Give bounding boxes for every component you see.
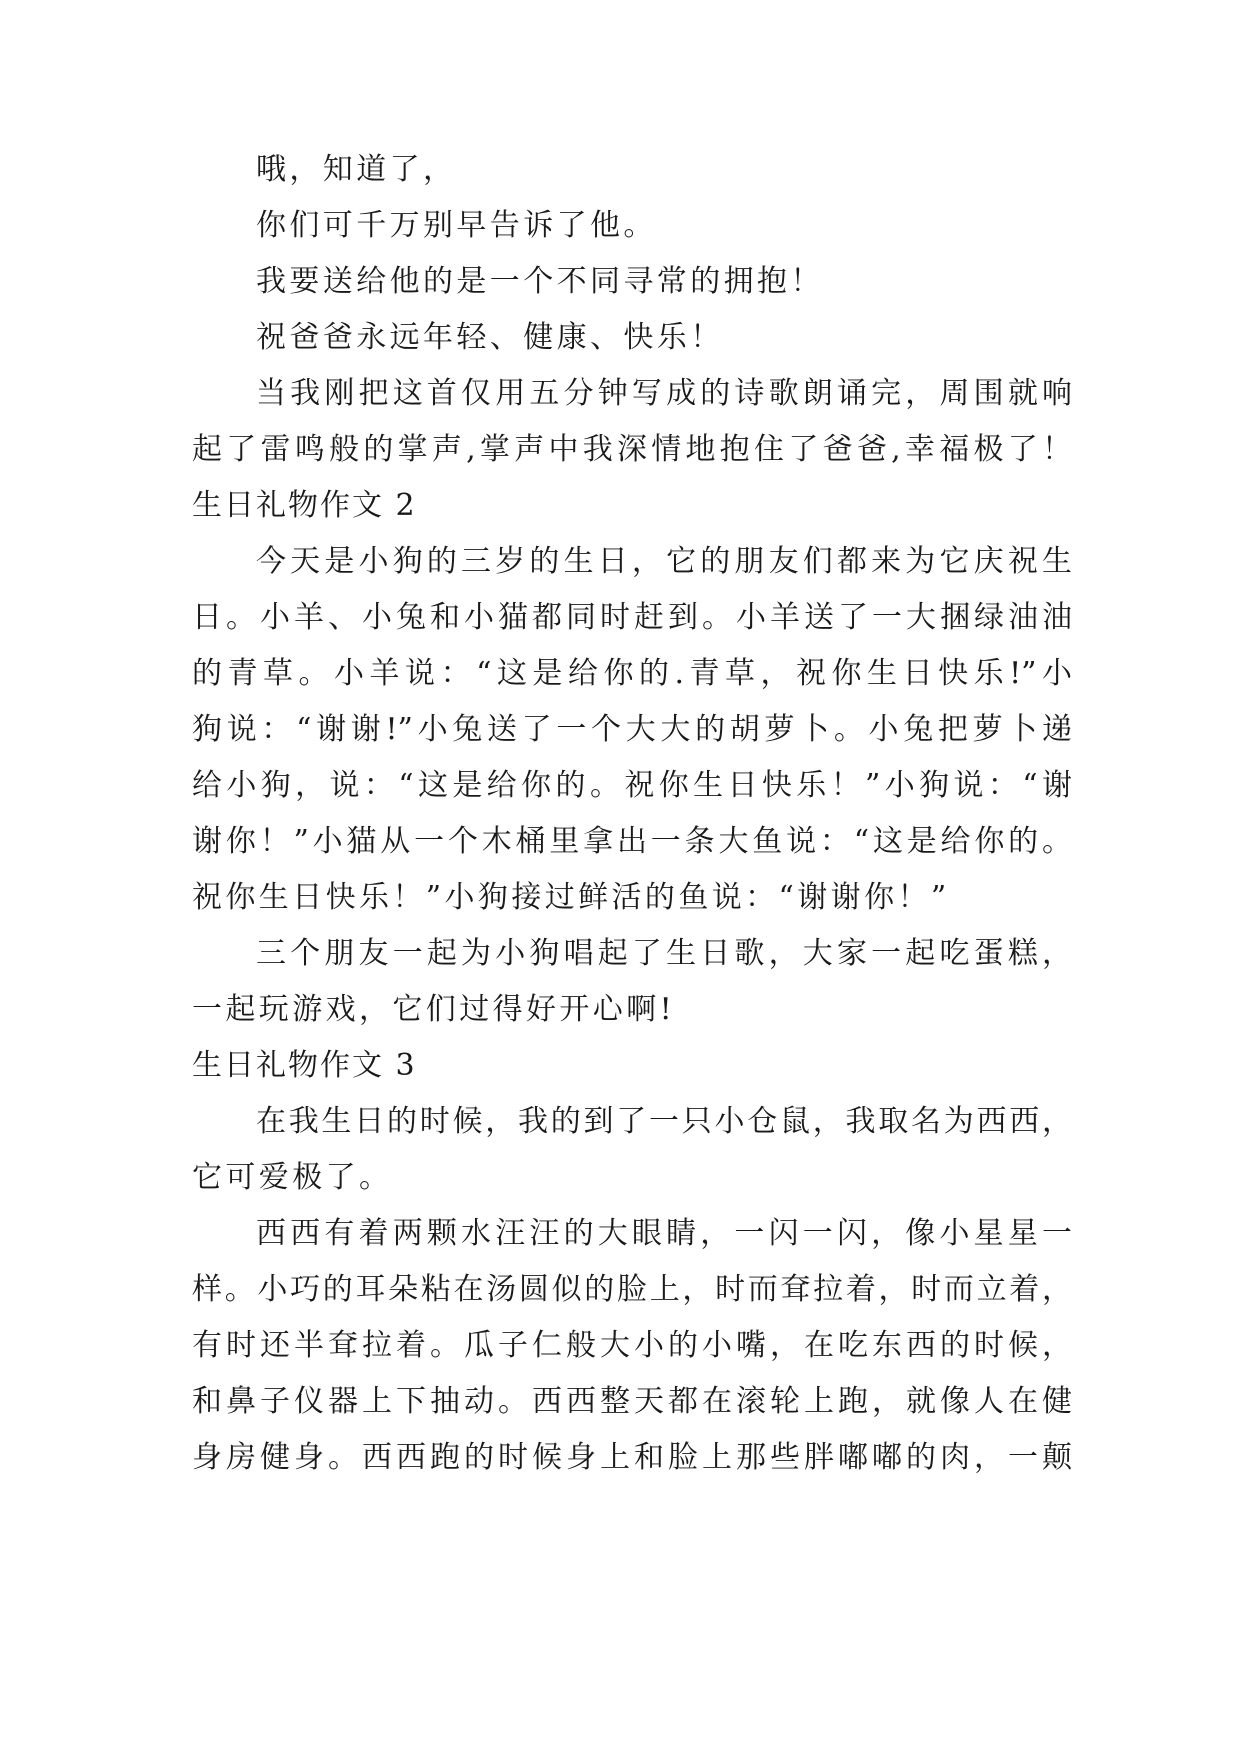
paragraph-line: 和鼻子仪器上下抽动。西西整天都在滚轮上跑，就像人在健	[192, 1384, 1072, 1419]
paragraph-line: 的青草。小羊说：“这是给你的.青草，祝你生日快乐!”小	[192, 656, 1072, 691]
poem-line-3: 我要送给他的是一个不同寻常的拥抱！	[256, 264, 824, 299]
paragraph-line: 日。小羊、小兔和小猫都同时赶到。小羊送了一大捆绿油油	[192, 600, 1072, 635]
paragraph-line: 狗说：“谢谢!”小兔送了一个大大的胡萝卜。小兔把萝卜递	[192, 712, 1072, 747]
paragraph-line: 谢你！”小猫从一个木桶里拿出一条大鱼说：“这是给你的。	[192, 824, 1072, 859]
paragraph-line: 三个朋友一起为小狗唱起了生日歌，大家一起吃蛋糕，	[256, 936, 1072, 971]
section-heading-2: 生日礼物作文 2	[192, 488, 417, 523]
paragraph-line: 起了雷鸣般的掌声,掌声中我深情地抱住了爸爸,幸福极了！	[192, 432, 1072, 467]
paragraph-line: 西西有着两颗水汪汪的大眼睛，一闪一闪，像小星星一	[256, 1216, 1072, 1251]
paragraph-line: 给小狗，说：“这是给你的。祝你生日快乐！”小狗说：“谢	[192, 768, 1072, 803]
paragraph-line: 身房健身。西西跑的时候身上和脸上那些胖嘟嘟的肉，一颠	[192, 1440, 1072, 1475]
paragraph-line: 祝你生日快乐！”小狗接过鲜活的鱼说：“谢谢你！”	[192, 880, 950, 915]
paragraph-line: 它可爱极了。	[192, 1160, 393, 1195]
poem-line-2: 你们可千万别早告诉了他。	[256, 208, 657, 243]
paragraph-line: 一起玩游戏，它们过得好开心啊!	[192, 992, 676, 1027]
paragraph-line: 今天是小狗的三岁的生日，它的朋友们都来为它庆祝生	[256, 544, 1072, 579]
poem-line-4: 祝爸爸永远年轻、健康、快乐！	[256, 320, 724, 355]
paragraph-line: 样。小巧的耳朵粘在汤圆似的脸上，时而耷拉着，时而立着，	[192, 1272, 1072, 1307]
paragraph-line: 有时还半耷拉着。瓜子仁般大小的小嘴，在吃东西的时候，	[192, 1328, 1072, 1363]
paragraph-line: 在我生日的时候，我的到了一只小仓鼠，我取名为西西，	[256, 1104, 1072, 1139]
section-heading-3: 生日礼物作文 3	[192, 1048, 417, 1083]
poem-line-1: 哦，知道了，	[256, 152, 457, 187]
paragraph-line: 当我刚把这首仅用五分钟写成的诗歌朗诵完，周围就响	[256, 376, 1072, 411]
